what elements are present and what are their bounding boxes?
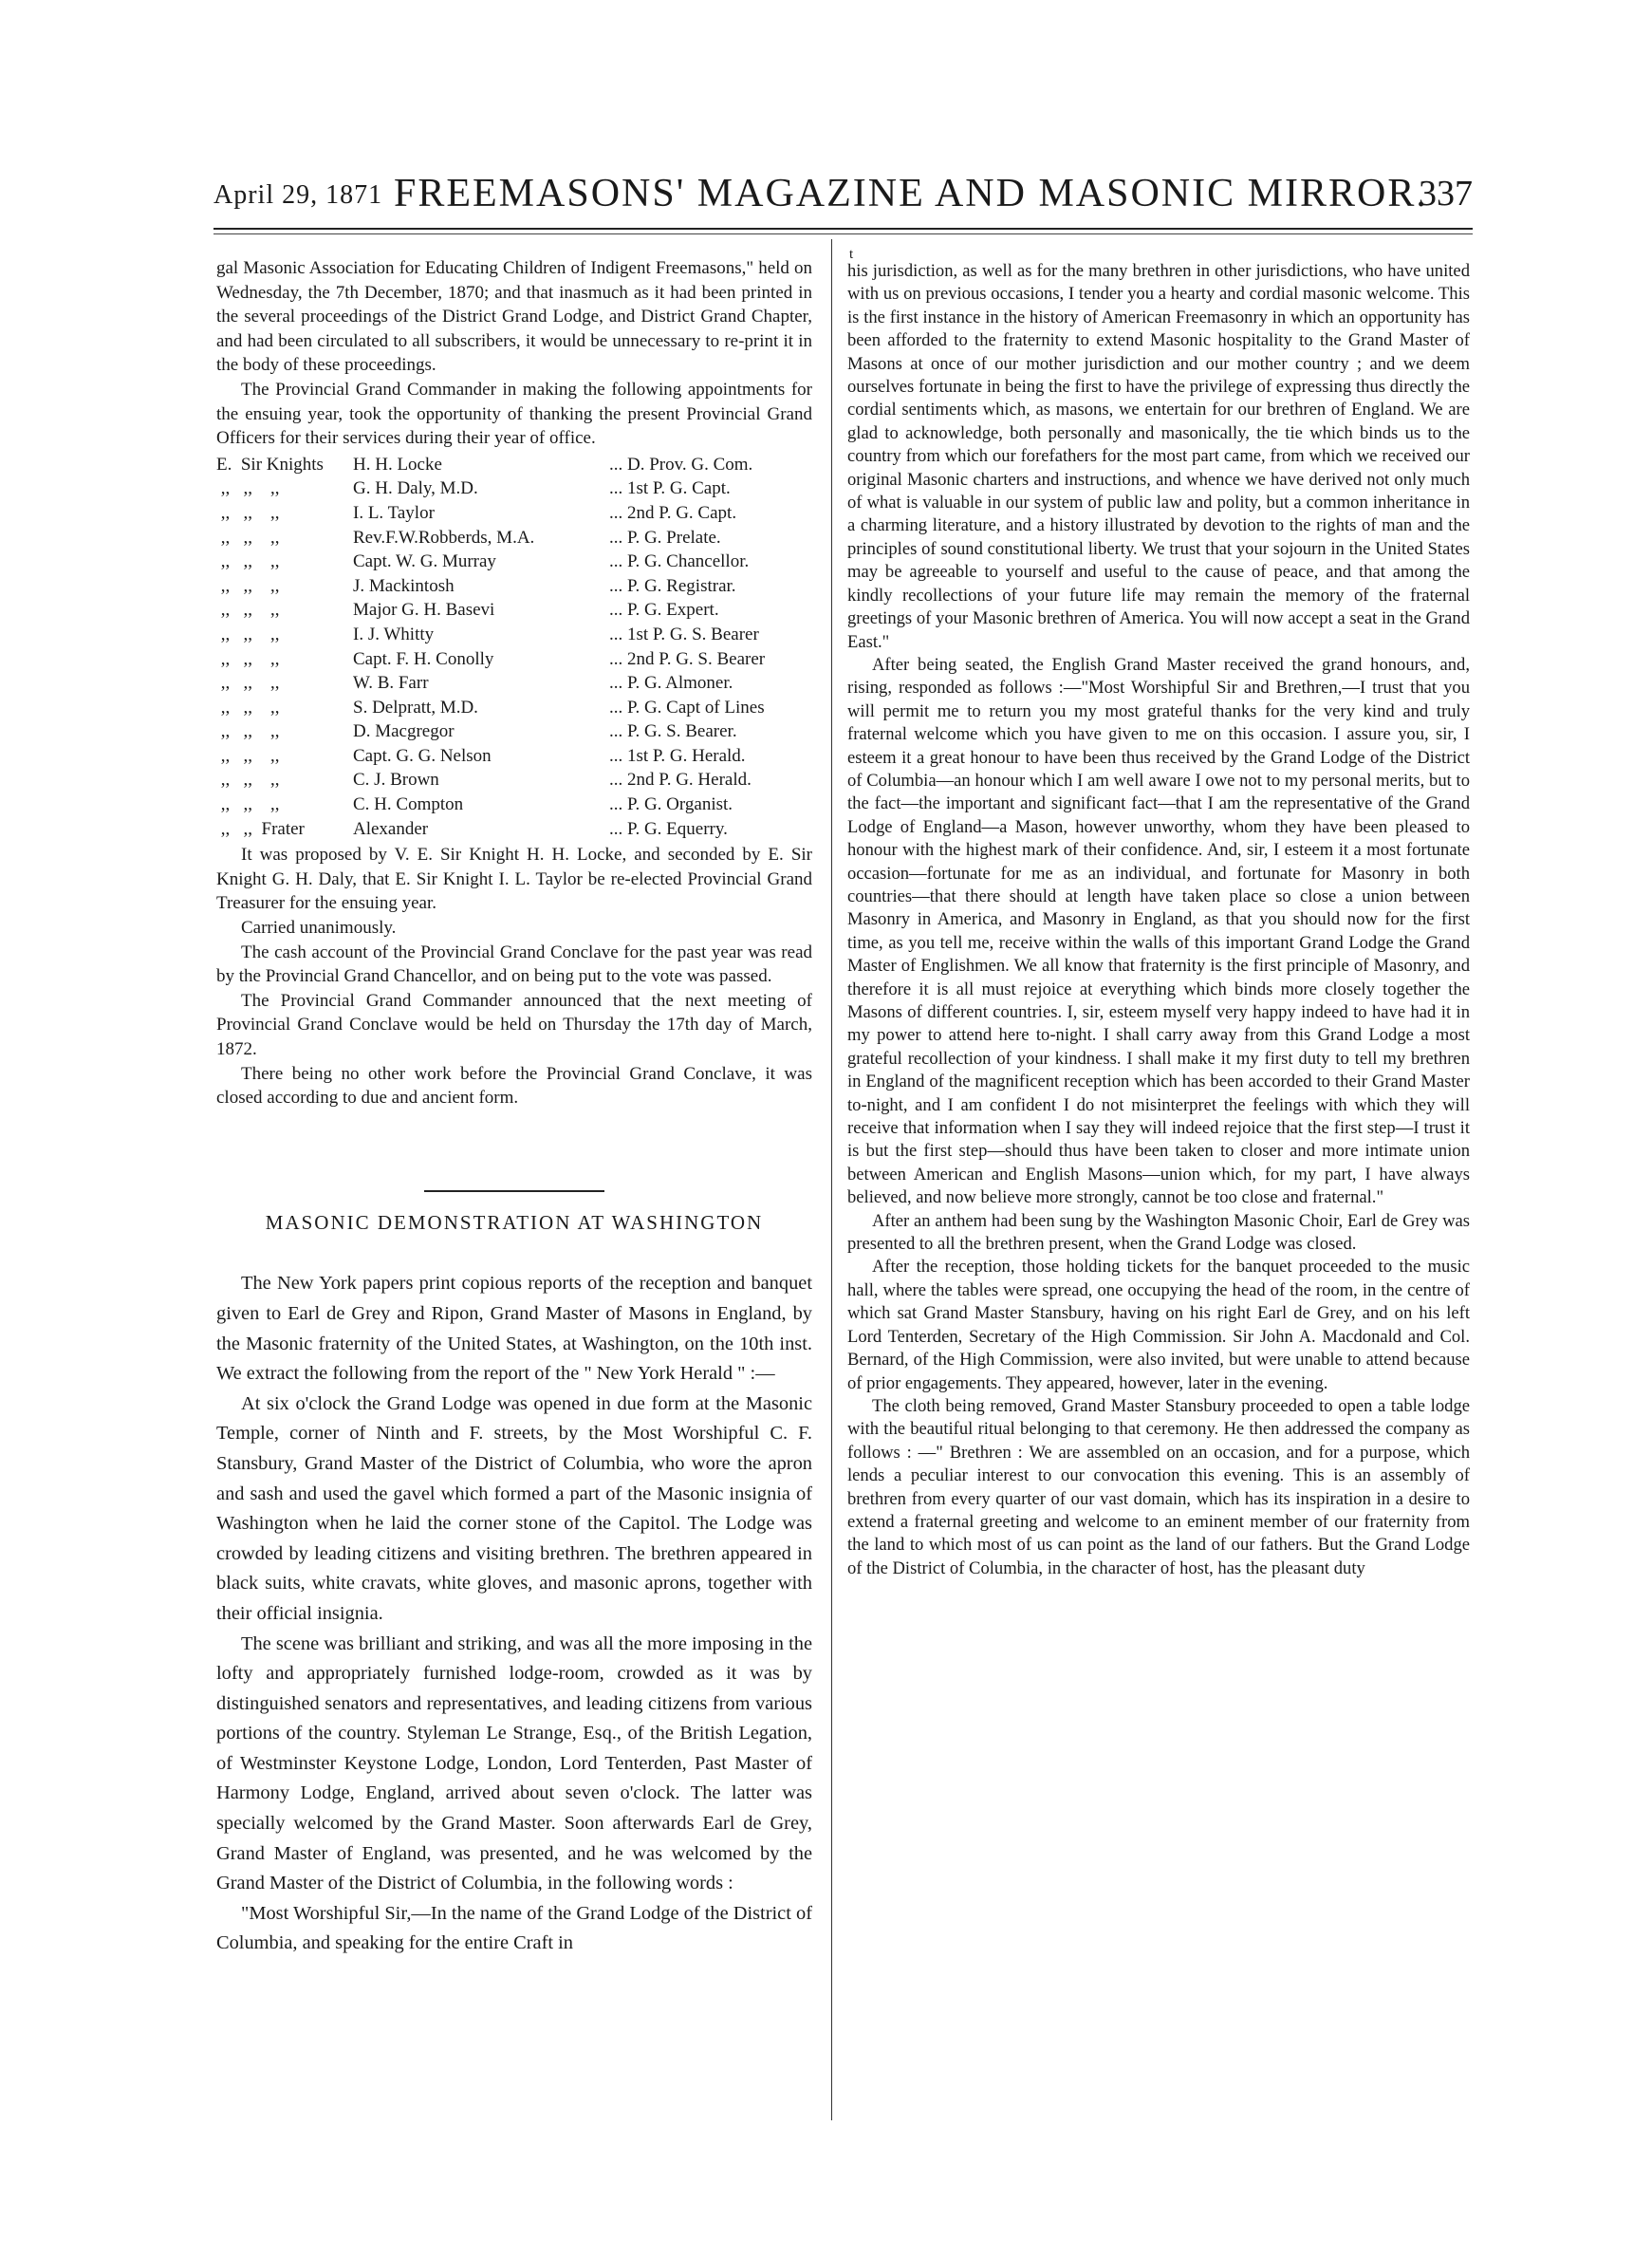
officer-office: ... P. G. Prelate. bbox=[609, 527, 721, 548]
paragraph: There being no other work before the Provincial Grand Conclave, it was closed according to due and ancient form. bbox=[216, 1063, 812, 1109]
catchword: t bbox=[849, 247, 854, 262]
officer-name: C. J. Brown bbox=[353, 770, 439, 791]
masthead bbox=[213, 167, 1473, 220]
officer-office: ... P. G. S. Bearer. bbox=[609, 721, 737, 742]
officer-row bbox=[216, 453, 812, 477]
article-body bbox=[216, 1269, 812, 1959]
officer-row bbox=[216, 768, 812, 793]
officer-prefix: ,, ,, ,, bbox=[216, 575, 280, 596]
paragraph: The New York papers print copious reports of the reception and banquet given to Earl de Grey and Ripon, Grand Master of Masons in England, by the Masonic fraternity of the United States, at Washington, on the 10th inst. We extract the following from the report of the " New York Herald " :— bbox=[216, 1273, 812, 1385]
paragraph: his jurisdiction, as well as for the many brethren in other jurisdictions, who have united with us on previous occasions, I tender you a hearty and cordial masonic welcome. This is the first instance in the history of American Freemasonry in which an opportunity has been afforded to the fraternity to extend Masonic hospitality to the Grand Master of Masons at once of our mother jurisdiction and our mother country ; and we deem ourselves fortunate in being the first to have the privilege of expressing thus directly the cordial sentiments which, as masons, we entertain for our brethren of England. We are glad to acknowledge, both personally and masonically, the tie which binds us to the country from which our forefathers for the most part came, from which we received our original Masonic charters and instructions, and whence we have derived not only much of what is valuable in our system of public law and polity, but a common inheritance in a charming literature, and a history illustrated by devotion to the rights of man and the principles of sound constitutional liberty. We trust that your sojourn in the United States may be agreeable to yourself and useful to the cause of peace, and that among the kindly recollections of your future life may remain the memory of the fraternal greetings of your Masonic brethren of America. You will now accept a seat in the Grand East." bbox=[847, 261, 1470, 652]
officer-office: ... D. Prov. G. Com. bbox=[609, 454, 753, 475]
officer-row bbox=[216, 623, 812, 647]
officer-row bbox=[216, 501, 812, 526]
page-number: 337 bbox=[1419, 174, 1473, 214]
officer-name: Rev.F.W.Robberds, M.A. bbox=[353, 527, 535, 548]
officer-prefix: ,, ,, ,, bbox=[216, 527, 280, 548]
officer-prefix: ,, ,, ,, bbox=[216, 673, 280, 694]
issue-date: April 29, 1871 bbox=[213, 180, 383, 210]
officer-name: C. H. Compton bbox=[353, 794, 464, 815]
officer-name: Capt. G. G. Nelson bbox=[353, 745, 492, 766]
officer-name: S. Delpratt, M.D. bbox=[353, 697, 478, 718]
officer-name: H. H. Locke bbox=[353, 454, 442, 475]
officer-office: ... P. G. Capt of Lines bbox=[609, 697, 765, 718]
officer-office: ... 2nd P. G. Capt. bbox=[609, 502, 737, 523]
officer-prefix: E. Sir Knights bbox=[216, 454, 324, 475]
officer-prefix: ,, ,, ,, bbox=[216, 624, 280, 644]
officer-prefix: ,, ,, ,, bbox=[216, 794, 280, 815]
paragraph: After being seated, the English Grand Master received the grand honours, and, rising, responded as follows :—"Most Worshipful Sir and Brethren,—I trust that you will permit me to return you my most grateful thanks for the very kind and truly fraternal welcome which you have given to me on this occasion. I assure you, sir, I esteem it a great honour to have been thus received by the Grand Lodge of the District of Columbia—an honour which I am well aware I owe not to my personal merits, but to the fact—the important and significant fact—that I am the representative of the Grand Lodge of England—a Mason, however unworthy, whom they have been pleased to honour with the highest mark of their confidence. And, sir, I esteem it a most fortunate occasion—fortunate for me as an individual, and fortunate for Masonry in both countries—that there should at length have taken place so close a union between Masonry in America, and Masonry in England, as that you should now for the first time, as you tell me, receive within the walls of this important Grand Lodge the Grand Master of Englishmen. We all know that fraternity is the first principle of Masonry, and therefore it is all must rejoice at everything which binds more closely together the Masons of different countries. I, sir, esteem myself very happy indeed to have had it in my power to attend here to-night. I shall carry away from this Grand Lodge a most grateful recollection of your kindness. I shall make it my first duty to tell my brethren in England of the magnificent reception which has been accorded to their Grand Master to-night, and I am confident I do not misinterpret the feelings with which they will receive that information when I say they will indeed rejoice that the first step—I trust it is but the first step—should thus have been taken to closer and more intimate union between American and English Masons—union which, for my part, I have always believed, and now believe more strongly, cannot be too close and fraternal." bbox=[847, 654, 1470, 1208]
officer-prefix: ,, ,, ,, bbox=[216, 697, 280, 718]
left-column bbox=[216, 256, 812, 1959]
officer-office: ... P. G. Chancellor. bbox=[609, 551, 750, 572]
column-divider bbox=[831, 239, 832, 2120]
officer-name: D. Macgregor bbox=[353, 721, 455, 742]
officer-office: ... 2nd P. G. Herald. bbox=[609, 770, 752, 791]
officer-row bbox=[216, 550, 812, 574]
officer-row bbox=[216, 696, 812, 720]
officer-office: ... P. G. Equerry. bbox=[609, 818, 728, 839]
magazine-title: FREEMASONS' MAGAZINE AND MASONIC MIRROR. bbox=[394, 172, 1428, 215]
officer-prefix: ,, ,, ,, bbox=[216, 600, 280, 621]
officer-prefix: ,, ,, ,, bbox=[216, 770, 280, 791]
section-title: MASONIC DEMONSTRATION AT WASHINGTON bbox=[265, 1210, 764, 1234]
officer-row bbox=[216, 671, 812, 696]
header-rule-thin bbox=[213, 233, 1473, 234]
officer-office: ... P. G. Organist. bbox=[609, 794, 733, 815]
officer-prefix: ,, ,, ,, bbox=[216, 721, 280, 742]
paragraph: After the reception, those holding tickets for the banquet proceeded to the music hall, where the tables were spread, one occupying the head of the room, in the centre of which sat Grand Master Stansbury, having on his right Earl de Grey, and on his left Lord Tenterden, Secretary of the High Commission. Sir John A. Macdonald and Col. Bernard, of the High Commission, were also invited, but were unable to attend because of prior engagements. They appeared, however, later in the evening. bbox=[847, 1257, 1470, 1393]
officer-name: G. H. Daly, M.D. bbox=[353, 478, 478, 499]
officer-name: W. B. Farr bbox=[353, 673, 429, 694]
officer-office: ... 1st P. G. Capt. bbox=[609, 478, 731, 499]
officer-row bbox=[216, 817, 812, 842]
officer-row bbox=[216, 719, 812, 744]
officer-name: Major G. H. Basevi bbox=[353, 600, 495, 621]
paragraph: Carried unanimously. bbox=[241, 918, 397, 939]
officer-row bbox=[216, 793, 812, 817]
officer-prefix: ,, ,, Frater bbox=[216, 818, 305, 839]
officer-row bbox=[216, 744, 812, 769]
officer-office: ... P. G. Almoner. bbox=[609, 673, 733, 694]
officer-prefix: ,, ,, ,, bbox=[216, 551, 280, 572]
officer-office: ... 2nd P. G. S. Bearer bbox=[609, 648, 766, 669]
officer-prefix: ,, ,, ,, bbox=[216, 478, 280, 499]
officer-office: ... P. G. Registrar. bbox=[609, 575, 736, 596]
paragraph: The Provincial Grand Commander in making the following appointments for the ensuing year, took the opportunity of thanking the present Provincial Grand Officers for their services during their year of office. bbox=[216, 379, 812, 449]
officer-row bbox=[216, 476, 812, 501]
paragraph: The scene was brilliant and striking, and was all the more imposing in the lofty and appropriately furnished lodge-room, crowded as it was by distinguished senators and representatives, and leading citizens from various portions of the country. Styleman Le Strange, Esq., of the British Legation, of Westminster Keystone Lodge, London, Lord Tenterden, Past Master of Harmony Lodge, England, arrived about seven o'clock. The latter was specially welcomed by the Grand Master. Soon afterwards Earl de Grey, Grand Master of England, was presented, and he was welcomed by the Grand Master of the District of Columbia, in the following words : bbox=[216, 1632, 812, 1894]
officer-name: I. J. Whitty bbox=[353, 624, 435, 644]
header-rule bbox=[213, 228, 1473, 230]
officer-office: ... 1st P. G. S. Bearer bbox=[609, 624, 759, 644]
officer-office: ... 1st P. G. Herald. bbox=[609, 745, 746, 766]
officer-name: I. L. Taylor bbox=[353, 502, 435, 523]
paragraph: "Most Worshipful Sir,—In the name of the Grand Lodge of the District of Columbia, and speaking for the entire Craft in bbox=[216, 1902, 812, 1954]
officer-row bbox=[216, 598, 812, 623]
officer-name: J. Mackintosh bbox=[353, 575, 455, 596]
right-column bbox=[847, 249, 1470, 1580]
officer-prefix: ,, ,, ,, bbox=[216, 502, 280, 523]
officer-prefix: ,, ,, ,, bbox=[216, 648, 280, 669]
officer-row bbox=[216, 526, 812, 550]
officer-prefix: ,, ,, ,, bbox=[216, 745, 280, 766]
paragraph: After an anthem had been sung by the Washington Masonic Choir, Earl de Grey was presented to all the brethren present, when the Grand Lodge was closed. bbox=[847, 1210, 1470, 1255]
officer-row bbox=[216, 574, 812, 599]
paragraph: The cloth being removed, Grand Master Stansbury proceeded to open a table lodge with the beautiful ritual belonging to that ceremony. He then addressed the company as follows : —" Brethren : We are assembled on an occasion, and for a purpose, which lends a peculiar interest to our convocation this evening. This is an assembly of brethren from every quarter of our vast domain, which has its inspiration in a desire to extend a fraternal greeting and welcome to an eminent member of our fraternity from the land to which most of us can point as the land of our fathers. But the Grand Lodge of the District of Columbia, in the character of host, has the pleasant duty bbox=[847, 1395, 1470, 1578]
section-rule bbox=[424, 1190, 604, 1192]
officer-office: ... P. G. Expert. bbox=[609, 600, 719, 621]
paragraph: gal Masonic Association for Educating Children of Indigent Freemasons," held on Wednesday, the 7th December, 1870; and that inasmuch as it had been printed in the several proceedings of the District Grand Lodge, and District Grand Chapter, and had been circulated to all subscribers, it would be unnecessary to re-print it in the body of these proceedings. bbox=[216, 258, 812, 376]
officers-list bbox=[216, 453, 812, 842]
officer-name: Alexander bbox=[353, 818, 429, 839]
paragraph: At six o'clock the Grand Lodge was opened in due form at the Masonic Temple, corner of Ninth and F. streets, by the Most Worshipful C. F. Stansbury, Grand Master of the District of Columbia, who wore the apron and sash and used the gavel which formed a part of the Masonic insignia of Washington when he laid the corner stone of the Capitol. The Lodge was crowded by leading citizens and visiting brethren. The brethren appeared in black suits, white cravats, white gloves, and masonic aprons, together with their official insignia. bbox=[216, 1392, 812, 1624]
paragraph: It was proposed by V. E. Sir Knight H. H. Locke, and seconded by E. Sir Knight G. H. Daly, that E. Sir Knight I. L. Taylor be re-elected Provincial Grand Treasurer for the ensuing year. bbox=[216, 845, 812, 914]
officer-name: Capt. W. G. Murray bbox=[353, 551, 496, 572]
officer-row bbox=[216, 647, 812, 672]
paragraph: The cash account of the Provincial Grand Conclave for the past year was read by the Provincial Grand Chancellor, and on being put to the vote was passed. bbox=[216, 942, 812, 987]
paragraph: The Provincial Grand Commander announced that the next meeting of Provincial Grand Conclave would be held on Thursday the 17th day of March, 1872. bbox=[216, 990, 812, 1059]
officer-name: Capt. F. H. Conolly bbox=[353, 648, 494, 669]
